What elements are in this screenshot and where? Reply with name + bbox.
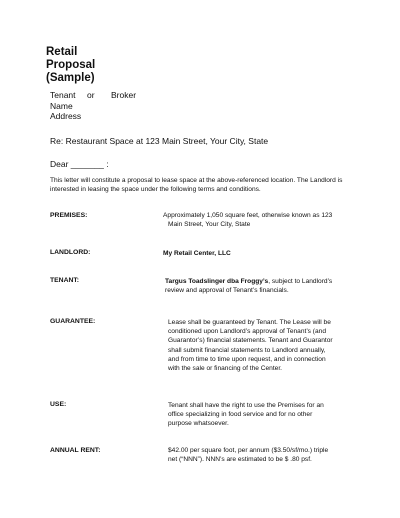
use-line: office specializing in food service and for no other [168,411,313,419]
title-line-3: (Sample) [46,72,95,84]
tenant-name: Targus Toadslinger dba Froggy’s [165,278,269,285]
use-value [168,401,324,429]
guarantee-line: and from time to time upon request, and in connection [168,355,326,363]
intro-paragraph: This letter will constitute a proposal to lease space at the above-referenced location. The Landlord is interested in leasing the space under the following terms and conditions. [50,177,343,193]
annual-rent-label: ANNUAL RENT: [50,447,101,454]
landlord-label: LANDLORD: [50,249,91,256]
premises-line: Main Street, Your City, State [168,221,251,229]
tenant-value [165,277,332,295]
tenant-line-2: review and approval of Tenant’s financials. [165,287,289,295]
use-line: purpose whatsoever. [168,420,229,428]
name-line: Name [50,100,73,111]
guarantee-line: with the sale or financing of the Center. [168,365,282,373]
use-label: USE: [50,401,67,408]
premises-line: Approximately 1,050 square feet, otherwise known as 123 [163,212,333,219]
re-line: Re: Restaurant Space at 123 Main Street, Your City, State [50,136,269,146]
premises-value [163,211,332,229]
broker-label: Broker [111,90,137,100]
annual-rent-line: $42.00 per square foot, per annum ($3.50/sf/mo.) triple [168,447,329,454]
guarantee-value [168,318,333,373]
landlord-value: My Retail Center, LLC [163,250,231,257]
title-line-1: Retail [46,46,78,58]
title-line-2: Proposal [46,59,96,71]
premises-label: PREMISES: [50,212,88,219]
tenant-label: Tenant [50,90,76,100]
or-label: or [87,90,95,100]
recipient-line [50,90,136,101]
guarantee-line: Lease shall be guaranteed by Tenant. The Lease will be [168,319,331,326]
guarantee-line: conditioned upon Landlord’s approval of Tenant’s (and [168,328,327,336]
document-title [46,46,126,85]
tenant-suffix: , subject to Landlord’s [268,278,333,285]
guarantee-label: GUARANTEE: [50,318,96,325]
salutation: Dear _______ : [50,159,109,169]
tenant-label: TENANT: [50,277,80,284]
use-line: Tenant shall have the right to use the Premises for an [168,402,324,409]
address-block [50,90,136,122]
annual-rent-value [168,446,328,464]
guarantee-line: shall submit financial statements to Landlord annually, [168,346,326,354]
address-line: Address [50,111,82,121]
guarantee-line: Guarantor’s) financial statements. Tenant and Guarantor [168,337,333,345]
annual-rent-line: net (“NNN”). NNN’s are estimated to be $ .80 psf. [168,456,312,464]
